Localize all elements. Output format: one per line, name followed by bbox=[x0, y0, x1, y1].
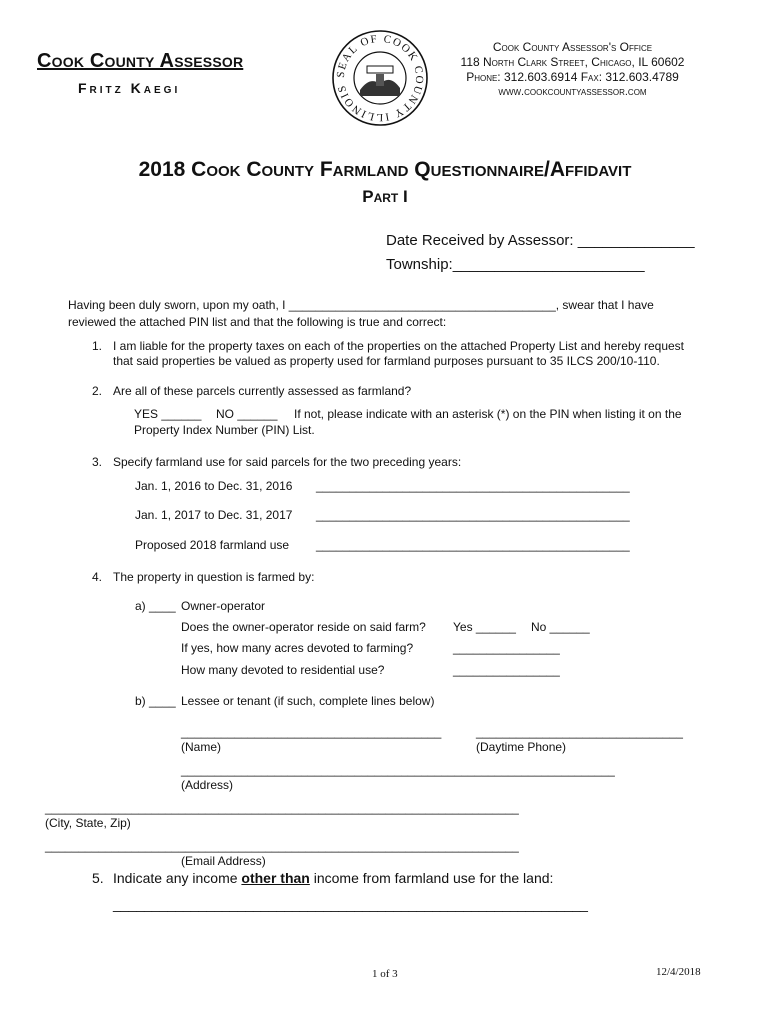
q2-no-field[interactable]: NO ______ bbox=[216, 407, 278, 421]
q4a-acres-question: If yes, how many acres devoted to farming? bbox=[181, 641, 414, 655]
q4a-residential-question: How many devoted to residential use? bbox=[181, 663, 385, 677]
q4a-reside-question: Does the owner-operator reside on said farm? bbox=[181, 620, 426, 634]
q2-note-line-1: If not, please indicate with an asterisk (*) on the PIN when listing it on the bbox=[294, 407, 682, 421]
q4b-name-label: (Name) bbox=[181, 740, 222, 754]
q5-text-post: income from farmland use for the land: bbox=[309, 870, 554, 886]
q3-row-2016-label: Jan. 1, 2016 to Dec. 31, 2016 bbox=[135, 479, 293, 493]
brand-title: Cook County Assessor bbox=[37, 50, 244, 72]
q4a-owner-operator-label: Owner-operator bbox=[181, 599, 266, 613]
q2-yes-field[interactable]: YES ______ bbox=[134, 407, 202, 421]
q5-text-emphasis: other than bbox=[241, 870, 310, 886]
q4a-reside-yes-field[interactable]: Yes ______ bbox=[453, 620, 516, 634]
q4b-checkbox-line[interactable]: b) ____ bbox=[135, 694, 176, 708]
township-field[interactable]: Township:_______________________ bbox=[386, 256, 645, 273]
assessor-name: Fritz Kaegi bbox=[78, 80, 181, 96]
q3-row-2018-field[interactable]: _______________________________________________ bbox=[316, 538, 630, 552]
q2-question: Are all of these parcels currently assessed as farmland? bbox=[113, 384, 412, 398]
office-address: 118 North Clark Street, Chicago, IL 60602 bbox=[460, 55, 685, 69]
q4b-city-field[interactable]: _______________________________________________________________________ bbox=[45, 801, 519, 815]
q5-answer-field[interactable]: _____________________________________________________________ bbox=[113, 896, 588, 912]
county-seal-logo bbox=[330, 28, 430, 128]
q4b-name-field[interactable]: _______________________________________ bbox=[181, 725, 442, 739]
office-name: Cook County Assessor's Office bbox=[492, 40, 653, 54]
q3-row-2018-label: Proposed 2018 farmland use bbox=[135, 538, 290, 552]
q4b-address-field[interactable]: _________________________________________________________________ bbox=[181, 763, 615, 777]
office-phone-fax: Phone: 312.603.6914 Fax: 312.603.4789 bbox=[466, 70, 679, 84]
q4b-city-label: (City, State, Zip) bbox=[45, 816, 131, 830]
date-received-field[interactable]: Date Received by Assessor: ______________ bbox=[386, 232, 695, 249]
q1-line-2: that said properties be valued as property used for farmland purposes pursuant to 35 ILCS 200/10-110. bbox=[113, 354, 660, 368]
q4a-acres-field[interactable]: ________________ bbox=[453, 641, 560, 655]
q4b-email-label: (Email Address) bbox=[181, 854, 266, 868]
q4b-lessee-label: Lessee or tenant (if such, complete lines below) bbox=[181, 694, 435, 708]
form-part: Part I bbox=[362, 187, 408, 206]
q4a-checkbox-line[interactable]: a) ____ bbox=[135, 599, 176, 613]
q4b-email-field[interactable]: _______________________________________________________________________ bbox=[45, 839, 519, 853]
q4-question: The property in question is farmed by: bbox=[113, 570, 315, 584]
q4-number: 4. bbox=[92, 570, 103, 584]
q4b-address-label: (Address) bbox=[181, 778, 234, 792]
office-website[interactable]: www.cookcountyassessor.com bbox=[498, 86, 647, 98]
oath-line-2: reviewed the attached PIN list and that the following is true and correct: bbox=[68, 315, 447, 329]
page-number: 1 of 3 bbox=[372, 968, 398, 980]
q5-text-pre: Indicate any income bbox=[113, 870, 242, 886]
q5-question bbox=[113, 870, 553, 886]
q1-number: 1. bbox=[92, 339, 103, 353]
svg-text:SEAL OF COOK COUNTY ILLINOIS: SEAL OF COOK COUNTY ILLINOIS bbox=[334, 32, 426, 124]
q3-row-2017-field[interactable]: _______________________________________________ bbox=[316, 508, 630, 522]
q2-note-line-2: Property Index Number (PIN) List. bbox=[134, 423, 315, 437]
q4a-residential-field[interactable]: ________________ bbox=[453, 663, 560, 677]
q4b-phone-field[interactable]: _______________________________ bbox=[476, 725, 683, 739]
q3-question: Specify farmland use for said parcels for the two preceding years: bbox=[113, 455, 462, 469]
q5-number: 5. bbox=[92, 870, 104, 886]
form-title: 2018 Cook County Farmland Questionnaire/Affidavit bbox=[138, 158, 632, 181]
q4b-phone-label: (Daytime Phone) bbox=[476, 740, 567, 754]
oath-line-1: Having been duly sworn, upon my oath, I ________________________________________, swear that I have bbox=[68, 298, 654, 312]
q3-row-2017-label: Jan. 1, 2017 to Dec. 31, 2017 bbox=[135, 508, 293, 522]
q2-number: 2. bbox=[92, 384, 103, 398]
document-date: 12/4/2018 bbox=[656, 966, 701, 978]
q4a-reside-no-field[interactable]: No ______ bbox=[531, 620, 590, 634]
q1-line-1: I am liable for the property taxes on each of the properties on the attached Property List and hereby request bbox=[113, 339, 685, 353]
q3-number: 3. bbox=[92, 455, 103, 469]
q3-row-2016-field[interactable]: _______________________________________________ bbox=[316, 479, 630, 493]
